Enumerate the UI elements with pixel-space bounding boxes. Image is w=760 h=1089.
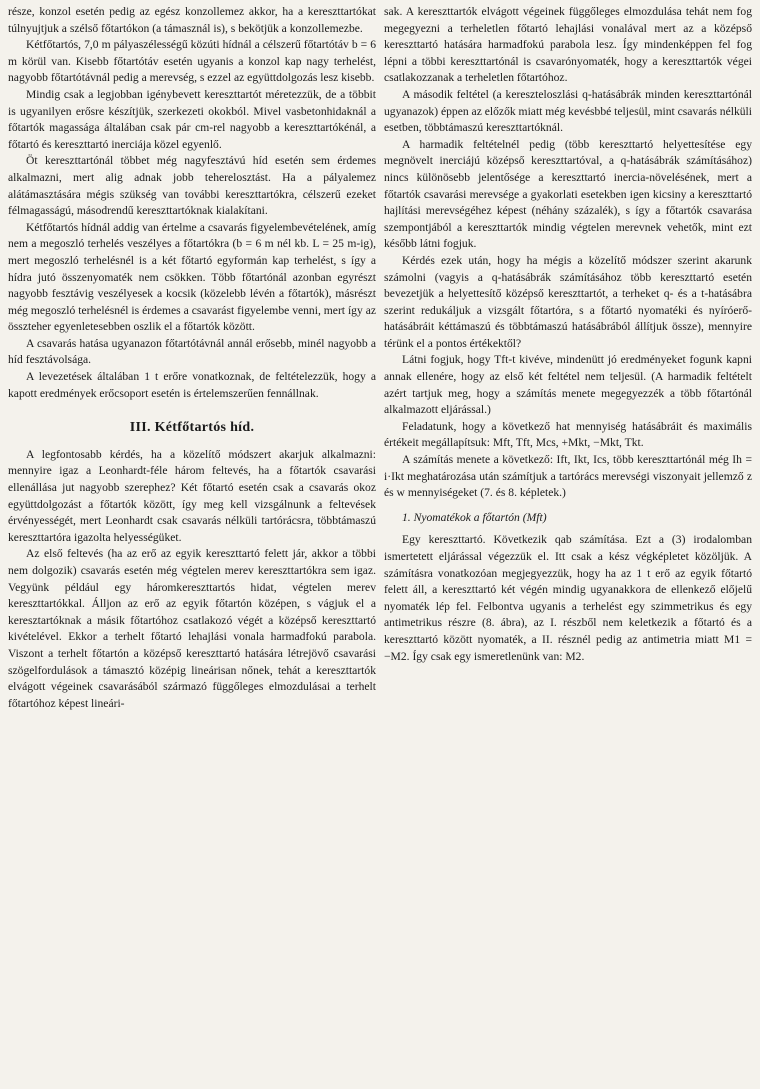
paragraph: Az első feltevés (ha az erő az egyik kereszttartó felett jár, akkor a többi nem dolgozik) csavarás esetén még végtelen merev kereszttartókra sem igaz. Vegyünk például egy háromkereszttartós hidat, végtelen merev kereszttartókkal. Álljon az erő az egyik főtartón középen, s vágjuk el a keresztartóknak a másik főtartóhoz csatlakozó végét a középső kereszttartó kivételével. Ekkor a terhelt főtartó lehajlási vonala harmadfokú parabola. Viszont a terhelt főtartón a középső kereszttartó hatására létrejövő csavarási szögelfordulások a támasztó középig lineárisan nőnek, tehát a kereszttartók elvágott végeinek csavarásából származó függőleges elmozdulásai a terhelt főtartóhoz képest lineári- (8, 547, 376, 710)
right-column (384, 4, 752, 1089)
paragraph: A számítás menete a következő: Ift, Ikt, Ics, több kereszttartónál még Ih = i·Ikt meghatározása után számítjuk a tartórács merevségi viszonyait jellemző z és w mennyiségeket (7. és 8. képletek.) (384, 453, 752, 500)
paragraph: Öt kereszttartónál többet még nagyfesztávú híd esetén sem érdemes alkalmazni, mert alig adnak jobb teherelosztást. Ha a pályalemez alátámasztására mégis szükség van további kereszttartókra, célszerű ezeket félmagasságú, másodrendű kereszttartóknak kialakítani. (8, 154, 376, 218)
paragraph: Egy kereszttartó. Következik qab számítása. Ezt a (3) irodalomban ismertetett eljárással végezzük el. Itt csak a kész végképletet közöljük. A számításra vonatkozóan megjegyezzük, hogy ha az 1 t erő az egyik főtartó felett áll, a kereszttartó két végén mindig ugyanakkora de ellenkező előjelű nyomaték lép fel. Felbontva ugyanis a terhelést egy szimmetrikus és egy antimetrikus részre (8. ábra), az I. részből nem keletkezik a főtartó és a kereszttartó között nyomaték, a II. résznél pedig az antimetria miatt M1 = −M2. Így csak egy ismeretlenünk van: M2. (384, 533, 752, 663)
paragraph: A legfontosabb kérdés, ha a közelítő módszert akarjuk alkalmazni: mennyire igaz a Leonhardt-féle három feltevés, ha a főtartók csavarási ellenállása jut nagyobb szerephez? Két főtartó esetén csak a csavarás okoz együttdolgozást a főtartók között, így meg kell vizsgálnunk a feltevések érvényességét, mert Leonhardt csak csavarás nélküli tartórácsra, többtámaszú kereszttartóra igazolta helyességüket. (8, 447, 376, 544)
paragraph: A levezetések általában 1 t erőre vonatkoznak, de feltételezzük, hogy a kapott eredmények erőcsoport esetén is értelemszerűen fennállnak. (8, 370, 376, 400)
paragraph: Kérdés ezek után, hogy ha mégis a közelítő módszer szerint akarunk számolni (vagyis a q-hatásábrák számításához több kereszttartó esetén bevezetjük a helyettesítő középső kereszttartót, a terheket q- és a t-hatásábra szerint redukáljuk a vizsgált főtartóra, s a főtartó nyomatéki és nyíróerő-hatásábráit kéttámaszú és többtámaszú hatásábrából állítjuk össze), mennyire térünk el a pontos értékektől? (384, 253, 752, 350)
paragraph: A második feltétel (a kereszteloszlási q-hatásábrák minden kereszttartónál ugyanazok) éppen az előzők miatt még kevésbbé teljesül, mint csavarás nélküli esetben, többtámaszú kereszttartóknál. (384, 87, 752, 135)
paragraph: Kétfőtartós, 7,0 m pályaszélességű közúti hídnál a célszerű főtartótáv b = 6 m körül van. Kisebb főtartótáv esetén ugyanis a konzol kap nagy terhelést, nagyobb főtartótávnál pedig a merevség, s ezzel az együttdolgozás lesz kisebb. (8, 38, 376, 85)
paragraph: Mindig csak a legjobban igénybevett kereszttartót méretezzük, de a többit is ugyanilyen erősre készítjük, szerkezeti okokból. Mivel vasbetonhidaknál a főtartók magassága általában csak pár cm-rel nagyobb a kereszttartókénál, a főtartó és kereszttartó inerciája közel egyenlő. (8, 87, 376, 151)
paragraph: Látni fogjuk, hogy Tft-t kivéve, mindenütt jó eredményeket fogunk kapni annak ellenére, hogy az első két feltétel nem teljesül. (A harmadik feltételt azért tartjuk meg, hogy a számítás menete megegyezzék a több főtartónál alkalmazott eljárással.) (384, 353, 752, 417)
paragraph: része, konzol esetén pedig az egész konzollemez akkor, ha a kereszttartókat túlnyujtjuk a szélső főtartókon (a támasznál is), s bekötjük a konzollemezbe. (8, 5, 376, 35)
left-column (8, 4, 376, 1089)
paragraph: Feladatunk, hogy a következő hat mennyiség hatásábráit és maximális értékeit megállapítsuk: Mft, Tft, Mcs, +Mkt, −Mkt, Tkt. (384, 419, 752, 450)
paragraph: Kétfőtartós hídnál addig van értelme a csavarás figyelembevételének, amíg nem a megoszló terhelés veszélyes a főtartókra (b = 6 m nél kb. L = 25 m-ig), mert megoszló terhelésnél is a két főtartó egyformán kap terhelést, s így a hídra jutó összenyomaték nem csökken. Több főtartónál azonban egyrészt nagyobb fesztávig veszélyesek a kocsik (közelebb lévén a főtartók), másrészt még megoszló terhelésnél is érdemes a csavarást figyelembe venni, mert így az összteher egyenletesebben oszlik el a főtartók között. (8, 220, 376, 334)
paragraph: sak. A kereszttartók elvágott végeinek függőleges elmozdulása tehát nem fog megegyezni a terheletlen főtartó lehajlási vonalával mert az a középső kereszttartó hatására harmadfokú parabola lesz. Így mindenképpen fel fog lépni a többi kereszttartónál is csavarónyomaték, hogy a kereszttartók végei csatlakozzanak a terheletlen főtartóhoz. (384, 5, 752, 85)
section-heading: III. Kétfőtartós híd. (129, 420, 255, 436)
paragraph: A harmadik feltételnél pedig (több kereszttartó helyettesítése egy megnövelt inerciájú középső kereszttartóval, a q-hatásábrák számításához) nincs különösebb jelentősége a kereszttartó inercia-növelésének, mert a főtartók csavarási merevsége a gyakorlati esetekben igen kicsiny a kereszttartó hajlítási merevségéhez képest (néhány százalék), s így a főtartók csavarása szempontjából a kereszttartók mindig végtelen merevnek vehetők, mint ezt később látni fogjuk. (384, 137, 752, 251)
paragraph: A csavarás hatása ugyanazon főtartótávnál annál erősebb, minél nagyobb a híd fesztávolsága. (8, 336, 376, 367)
subsection-heading: 1. Nyomatékok a főtartón (Mft) (402, 510, 547, 524)
